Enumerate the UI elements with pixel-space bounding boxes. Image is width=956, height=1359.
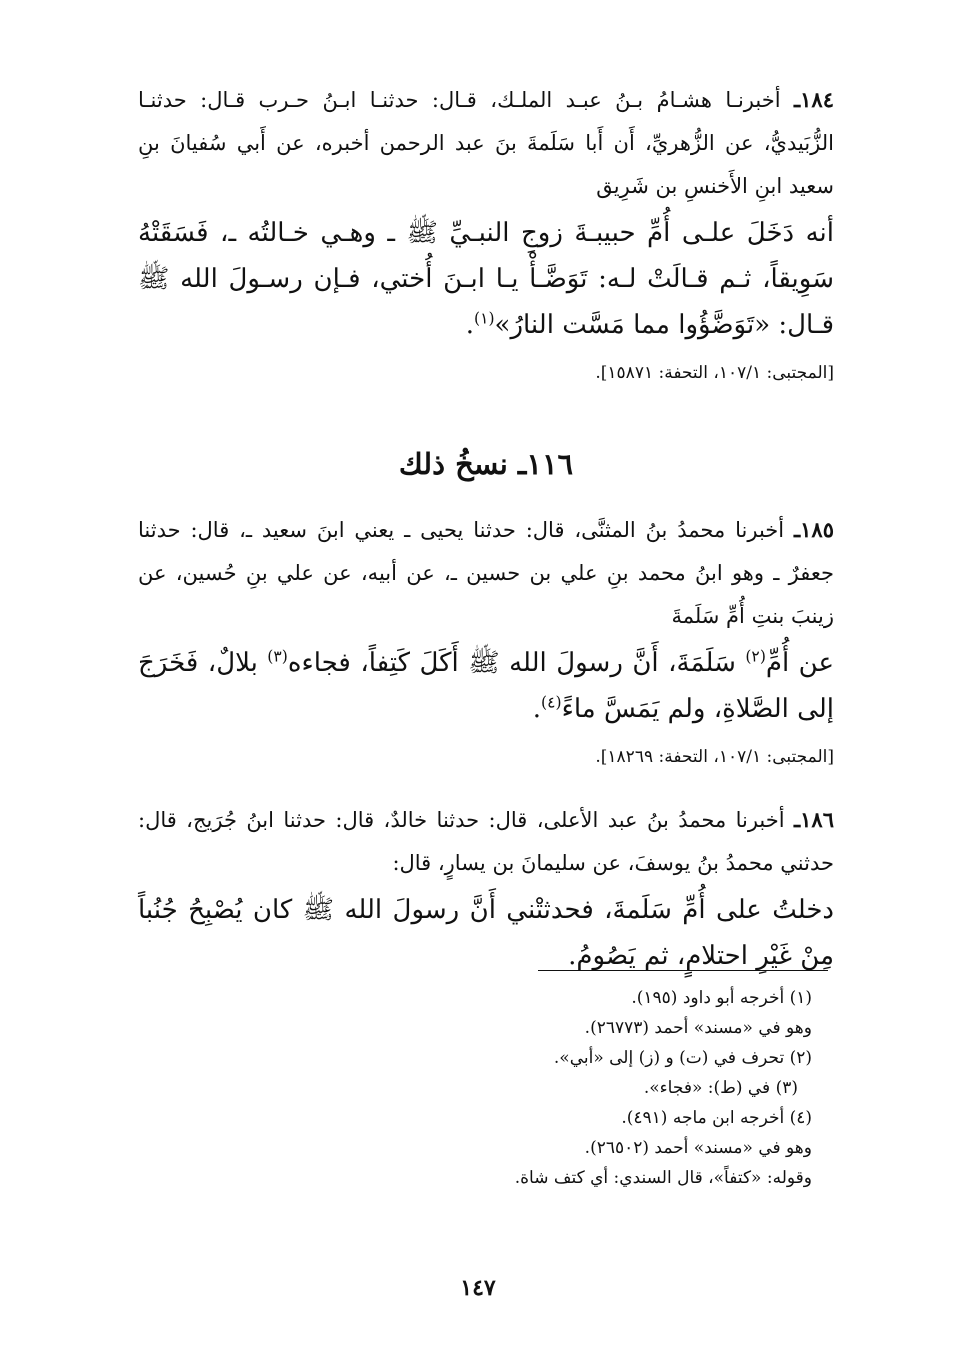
hadith-185-matn-a: عن أُمِّ [765,648,834,678]
hadith-184-matn [138,210,834,348]
footnote-4-continuation: وهو في «مسند» أحمد (٢٦٥٠٢). [584,1138,812,1158]
hadith-186-isnad [138,798,834,885]
footnote-1: (١) أخرجه أبو داود (١٩٥). [631,988,812,1008]
footnote-3: (٣) في (ط): «فجاء». [643,1078,798,1098]
hadith-184-number: ١٨٤ـ [794,87,834,112]
footnote-ref-1[interactable]: (١) [473,309,495,328]
page-body [138,78,834,979]
chapter-heading: ١١٦ـ نسخُ ذلك [398,447,574,481]
page-number: ١٤٧ [460,1275,496,1301]
hadith-184-reference: [المجتبى: ١٠٧/١، التحفة: ١٥٨٧١]. [595,363,834,383]
hadith-185-matn-end: . [532,694,542,724]
hadith-185-matn [138,640,834,732]
section-gap [138,770,834,798]
hadith-184-matn-end: . [465,310,474,340]
footnotes-list [392,983,812,1193]
hadith-186-isnad-text: أخبرنا محمدُ بنُ عبد الأعلى، قال: حدثنا خالدٌ، قال: حدثنا ابنُ جُرَيج، قال: حدثني محمدُ بنُ يوسفَ، عن سليمانَ بن يسارٍ، قال: [138,808,834,875]
hadith-185-isnad-text: أخبرنا محمدُ بنُ المثنَّى، قال: حدثنا يحيى ـ يعني ابنَ سعيد ـ، قال: حدثنا جعفرٌ ـ وهو ابنُ محمد بنِ علي بن حسين ـ، عن أبيه، عن علي بنِ حُسين، عن زينبَ بنتِ أُمِّ سَلَمةَ [138,518,834,628]
footnote-divider [538,970,828,971]
hadith-186-matn: دخلتُ على أُمِّ سَلَمةَ، فحدثتْني أَنَّ رسولَ الله ﷺ كان يُصْبِحُ جُنُباً مِنْ غَيْرِ احتلامٍ، ثم يَصُومُ. [138,895,834,971]
footnote-4-note: وقوله: «كتفاً»، قال السندي: أي كتف شاة. [514,1168,812,1188]
hadith-184-isnad-text: أخبرنـا هشـامُ بـنُ عبـد الملـك، قـال: حدثنـا ابـنُ حـرب قـال: حدثنـا الزُّبَيديُّ، عن الزُّهريِّ، أَن أَبا سَلَمةَ بنَ عبد الرحمن أخبره، عن أَبي سُفيانَ بنِ سعيد ابنِ الأَخنسِ بن شَرِيق [138,88,834,198]
hadith-185-matn-b: سَلَمَةَ، أَنَّ رسولَ الله ﷺ أَكَلَ كَتِفاً، فجاءه [287,648,746,678]
footnote-1-continuation: وهو في «مسند» أحمد (٢٦٧٧٣). [584,1018,812,1038]
footnote-ref-2[interactable]: (٢) [745,647,766,666]
hadith-184-isnad [138,78,834,208]
hadith-185-reference: [المجتبى: ١٠٧/١، التحفة: ١٨٢٦٩]. [595,747,834,767]
hadith-185-matn-c: بلالٌ، فَخَرَجَ إلى الصَّلاةِ، ولم يَمَسَّ ماءً [138,648,834,724]
hadith-184-matn-text: أنه دَخَلَ علـى أُمِّ حبيبـةَ زوجِ النبـيِّ ﷺ ـ وهـي خـالتُه ـ، فَسَقَتْهُ سَوِيقاً، ثـم قـالَتْ لـه: تَوَضَّـأْ يـا ابـنَ أُختي، فـإن رسـولَ الله ﷺ قـال: «تَوَضَّؤُوا مما مَسَّت النارُ» [138,218,834,340]
footnote-4: (٤) أخرجه ابن ماجه (٤٩١). [621,1108,812,1128]
footnote-ref-3[interactable]: (٣) [267,647,288,666]
footnote-ref-4[interactable]: (٤) [541,693,562,712]
hadith-186-number: ١٨٦ـ [793,807,834,832]
footnote-2: (٢) تحرف في (ت) و (ز) إلى «أبي». [553,1048,812,1068]
hadith-185-isnad [138,508,834,638]
hadith-185-number: ١٨٥ـ [794,517,834,542]
